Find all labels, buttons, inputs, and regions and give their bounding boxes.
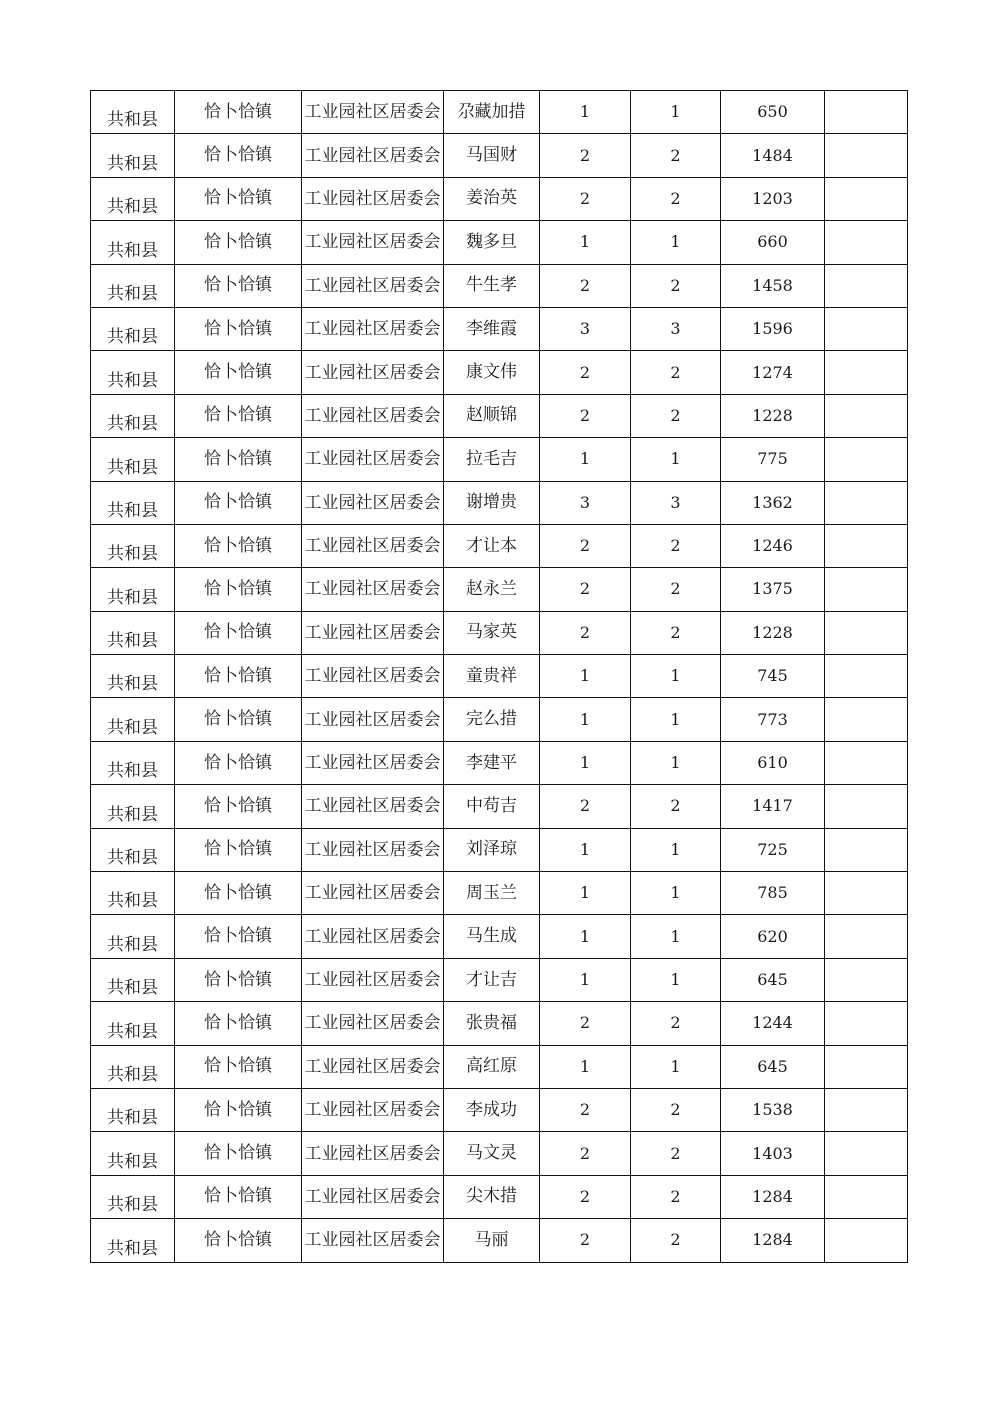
committee-cell: 工业园社区居委会 [302, 351, 444, 394]
town-cell: 恰卜恰镇 [175, 872, 302, 915]
committee-cell: 工业园社区居委会 [302, 568, 444, 611]
remark-cell [825, 611, 908, 654]
table-row [91, 524, 908, 567]
amount-cell: 645 [721, 958, 825, 1001]
covered-persons-cell: 3 [631, 481, 721, 524]
amount-cell: 1538 [721, 1088, 825, 1131]
amount-cell: 745 [721, 655, 825, 698]
amount-cell: 1484 [721, 134, 825, 177]
covered-persons-cell: 2 [631, 611, 721, 654]
town-cell: 恰卜恰镇 [175, 1002, 302, 1045]
name-cell: 完么措 [444, 698, 540, 741]
household-size-cell: 2 [540, 394, 631, 437]
table-row [91, 134, 908, 177]
committee-cell: 工业园社区居委会 [302, 698, 444, 741]
table-row [91, 1045, 908, 1088]
amount-cell: 1228 [721, 394, 825, 437]
table-row [91, 611, 908, 654]
committee-cell: 工业园社区居委会 [302, 1088, 444, 1131]
covered-persons-cell: 1 [631, 872, 721, 915]
county-cell: 共和县 [91, 264, 175, 307]
household-size-cell: 2 [540, 351, 631, 394]
covered-persons-cell: 1 [631, 828, 721, 871]
covered-persons-cell: 2 [631, 177, 721, 220]
amount-cell: 650 [721, 91, 825, 134]
amount-cell: 1417 [721, 785, 825, 828]
table-row [91, 91, 908, 134]
table-row [91, 655, 908, 698]
table-row [91, 264, 908, 307]
household-size-cell: 2 [540, 264, 631, 307]
household-size-cell: 2 [540, 524, 631, 567]
committee-cell: 工业园社区居委会 [302, 1175, 444, 1218]
household-size-cell: 1 [540, 91, 631, 134]
remark-cell [825, 655, 908, 698]
table-row [91, 1132, 908, 1175]
amount-cell: 1362 [721, 481, 825, 524]
amount-cell: 725 [721, 828, 825, 871]
covered-persons-cell: 1 [631, 438, 721, 481]
name-cell: 李成功 [444, 1088, 540, 1131]
town-cell: 恰卜恰镇 [175, 611, 302, 654]
county-cell: 共和县 [91, 1002, 175, 1045]
town-cell: 恰卜恰镇 [175, 741, 302, 784]
table-row [91, 568, 908, 611]
covered-persons-cell: 2 [631, 1002, 721, 1045]
remark-cell [825, 872, 908, 915]
committee-cell: 工业园社区居委会 [302, 872, 444, 915]
name-cell: 马丽 [444, 1219, 540, 1262]
remark-cell [825, 785, 908, 828]
name-cell: 马国财 [444, 134, 540, 177]
name-cell: 赵顺锦 [444, 394, 540, 437]
household-size-cell: 3 [540, 481, 631, 524]
remark-cell [825, 741, 908, 784]
county-cell: 共和县 [91, 872, 175, 915]
remark-cell [825, 1002, 908, 1045]
covered-persons-cell: 2 [631, 1088, 721, 1131]
table-row [91, 438, 908, 481]
committee-cell: 工业园社区居委会 [302, 655, 444, 698]
committee-cell: 工业园社区居委会 [302, 958, 444, 1001]
county-cell: 共和县 [91, 915, 175, 958]
household-size-cell: 1 [540, 872, 631, 915]
household-size-cell: 2 [540, 785, 631, 828]
county-cell: 共和县 [91, 828, 175, 871]
covered-persons-cell: 1 [631, 698, 721, 741]
committee-cell: 工业园社区居委会 [302, 307, 444, 350]
town-cell: 恰卜恰镇 [175, 1045, 302, 1088]
town-cell: 恰卜恰镇 [175, 221, 302, 264]
county-cell: 共和县 [91, 1175, 175, 1218]
table-row [91, 785, 908, 828]
committee-cell: 工业园社区居委会 [302, 481, 444, 524]
name-cell: 谢增贵 [444, 481, 540, 524]
amount-cell: 1244 [721, 1002, 825, 1045]
amount-cell: 775 [721, 438, 825, 481]
table-row [91, 698, 908, 741]
remark-cell [825, 1045, 908, 1088]
name-cell: 张贵福 [444, 1002, 540, 1045]
household-size-cell: 2 [540, 1175, 631, 1218]
town-cell: 恰卜恰镇 [175, 264, 302, 307]
amount-cell: 1284 [721, 1219, 825, 1262]
household-size-cell: 2 [540, 1002, 631, 1045]
covered-persons-cell: 2 [631, 785, 721, 828]
county-cell: 共和县 [91, 134, 175, 177]
committee-cell: 工业园社区居委会 [302, 134, 444, 177]
county-cell: 共和县 [91, 351, 175, 394]
covered-persons-cell: 2 [631, 1175, 721, 1218]
town-cell: 恰卜恰镇 [175, 481, 302, 524]
covered-persons-cell: 1 [631, 958, 721, 1001]
name-cell: 中苟吉 [444, 785, 540, 828]
table-row [91, 394, 908, 437]
name-cell: 马生成 [444, 915, 540, 958]
covered-persons-cell: 2 [631, 134, 721, 177]
table-row [91, 1088, 908, 1131]
county-cell: 共和县 [91, 655, 175, 698]
committee-cell: 工业园社区居委会 [302, 1002, 444, 1045]
amount-cell: 1458 [721, 264, 825, 307]
town-cell: 恰卜恰镇 [175, 1219, 302, 1262]
amount-cell: 1203 [721, 177, 825, 220]
town-cell: 恰卜恰镇 [175, 915, 302, 958]
county-cell: 共和县 [91, 394, 175, 437]
table-row [91, 1175, 908, 1218]
committee-cell: 工业园社区居委会 [302, 394, 444, 437]
covered-persons-cell: 2 [631, 524, 721, 567]
name-cell: 尕藏加措 [444, 91, 540, 134]
amount-cell: 1284 [721, 1175, 825, 1218]
covered-persons-cell: 2 [631, 1132, 721, 1175]
county-cell: 共和县 [91, 177, 175, 220]
table-row [91, 1219, 908, 1262]
county-cell: 共和县 [91, 307, 175, 350]
county-cell: 共和县 [91, 741, 175, 784]
household-size-cell: 1 [540, 958, 631, 1001]
remark-cell [825, 394, 908, 437]
remark-cell [825, 524, 908, 567]
remark-cell [825, 1175, 908, 1218]
committee-cell: 工业园社区居委会 [302, 524, 444, 567]
name-cell: 魏多旦 [444, 221, 540, 264]
amount-cell: 1228 [721, 611, 825, 654]
name-cell: 李维霞 [444, 307, 540, 350]
household-size-cell: 1 [540, 221, 631, 264]
table-row [91, 177, 908, 220]
amount-cell: 1246 [721, 524, 825, 567]
table-row [91, 481, 908, 524]
committee-cell: 工业园社区居委会 [302, 221, 444, 264]
table-row [91, 221, 908, 264]
name-cell: 拉毛吉 [444, 438, 540, 481]
remark-cell [825, 1219, 908, 1262]
amount-cell: 1596 [721, 307, 825, 350]
county-cell: 共和县 [91, 1132, 175, 1175]
remark-cell [825, 438, 908, 481]
town-cell: 恰卜恰镇 [175, 568, 302, 611]
roster-body [91, 91, 908, 1263]
remark-cell [825, 177, 908, 220]
remark-cell [825, 828, 908, 871]
household-size-cell: 2 [540, 1132, 631, 1175]
committee-cell: 工业园社区居委会 [302, 785, 444, 828]
covered-persons-cell: 3 [631, 307, 721, 350]
county-cell: 共和县 [91, 221, 175, 264]
county-cell: 共和县 [91, 568, 175, 611]
household-size-cell: 1 [540, 1045, 631, 1088]
committee-cell: 工业园社区居委会 [302, 91, 444, 134]
town-cell: 恰卜恰镇 [175, 438, 302, 481]
committee-cell: 工业园社区居委会 [302, 264, 444, 307]
county-cell: 共和县 [91, 611, 175, 654]
covered-persons-cell: 1 [631, 655, 721, 698]
amount-cell: 1403 [721, 1132, 825, 1175]
amount-cell: 645 [721, 1045, 825, 1088]
household-size-cell: 1 [540, 915, 631, 958]
town-cell: 恰卜恰镇 [175, 958, 302, 1001]
name-cell: 尖木措 [444, 1175, 540, 1218]
table-row [91, 741, 908, 784]
household-size-cell: 3 [540, 307, 631, 350]
committee-cell: 工业园社区居委会 [302, 828, 444, 871]
covered-persons-cell: 2 [631, 1219, 721, 1262]
covered-persons-cell: 1 [631, 915, 721, 958]
name-cell: 牛生孝 [444, 264, 540, 307]
town-cell: 恰卜恰镇 [175, 394, 302, 437]
county-cell: 共和县 [91, 1088, 175, 1131]
name-cell: 李建平 [444, 741, 540, 784]
town-cell: 恰卜恰镇 [175, 655, 302, 698]
town-cell: 恰卜恰镇 [175, 351, 302, 394]
county-cell: 共和县 [91, 91, 175, 134]
household-size-cell: 1 [540, 698, 631, 741]
household-size-cell: 1 [540, 741, 631, 784]
remark-cell [825, 1088, 908, 1131]
household-size-cell: 2 [540, 1088, 631, 1131]
town-cell: 恰卜恰镇 [175, 828, 302, 871]
name-cell: 高红原 [444, 1045, 540, 1088]
remark-cell [825, 481, 908, 524]
household-size-cell: 1 [540, 655, 631, 698]
amount-cell: 660 [721, 221, 825, 264]
committee-cell: 工业园社区居委会 [302, 1045, 444, 1088]
town-cell: 恰卜恰镇 [175, 1175, 302, 1218]
county-cell: 共和县 [91, 698, 175, 741]
remark-cell [825, 221, 908, 264]
remark-cell [825, 134, 908, 177]
name-cell: 周玉兰 [444, 872, 540, 915]
town-cell: 恰卜恰镇 [175, 698, 302, 741]
committee-cell: 工业园社区居委会 [302, 915, 444, 958]
county-cell: 共和县 [91, 524, 175, 567]
household-size-cell: 2 [540, 568, 631, 611]
covered-persons-cell: 1 [631, 741, 721, 784]
covered-persons-cell: 1 [631, 221, 721, 264]
name-cell: 童贵祥 [444, 655, 540, 698]
amount-cell: 1375 [721, 568, 825, 611]
county-cell: 共和县 [91, 958, 175, 1001]
town-cell: 恰卜恰镇 [175, 785, 302, 828]
covered-persons-cell: 2 [631, 568, 721, 611]
table-row [91, 958, 908, 1001]
remark-cell [825, 307, 908, 350]
table-row [91, 828, 908, 871]
amount-cell: 773 [721, 698, 825, 741]
table-row [91, 915, 908, 958]
name-cell: 才让本 [444, 524, 540, 567]
amount-cell: 1274 [721, 351, 825, 394]
town-cell: 恰卜恰镇 [175, 91, 302, 134]
county-cell: 共和县 [91, 1219, 175, 1262]
county-cell: 共和县 [91, 785, 175, 828]
household-size-cell: 2 [540, 134, 631, 177]
name-cell: 马文灵 [444, 1132, 540, 1175]
household-size-cell: 2 [540, 1219, 631, 1262]
committee-cell: 工业园社区居委会 [302, 1132, 444, 1175]
household-size-cell: 2 [540, 177, 631, 220]
household-size-cell: 2 [540, 611, 631, 654]
table-row [91, 872, 908, 915]
amount-cell: 785 [721, 872, 825, 915]
amount-cell: 610 [721, 741, 825, 784]
name-cell: 刘泽琼 [444, 828, 540, 871]
table-row [91, 351, 908, 394]
committee-cell: 工业园社区居委会 [302, 611, 444, 654]
subsidy-roster-table [90, 90, 908, 1263]
town-cell: 恰卜恰镇 [175, 307, 302, 350]
remark-cell [825, 915, 908, 958]
household-size-cell: 1 [540, 828, 631, 871]
remark-cell [825, 1132, 908, 1175]
town-cell: 恰卜恰镇 [175, 524, 302, 567]
town-cell: 恰卜恰镇 [175, 1132, 302, 1175]
committee-cell: 工业园社区居委会 [302, 741, 444, 784]
town-cell: 恰卜恰镇 [175, 134, 302, 177]
committee-cell: 工业园社区居委会 [302, 177, 444, 220]
remark-cell [825, 958, 908, 1001]
covered-persons-cell: 1 [631, 1045, 721, 1088]
covered-persons-cell: 2 [631, 264, 721, 307]
remark-cell [825, 351, 908, 394]
table-row [91, 1002, 908, 1045]
remark-cell [825, 568, 908, 611]
table-row [91, 307, 908, 350]
remark-cell [825, 264, 908, 307]
covered-persons-cell: 2 [631, 394, 721, 437]
county-cell: 共和县 [91, 481, 175, 524]
name-cell: 姜治英 [444, 177, 540, 220]
committee-cell: 工业园社区居委会 [302, 438, 444, 481]
covered-persons-cell: 1 [631, 91, 721, 134]
name-cell: 赵永兰 [444, 568, 540, 611]
household-size-cell: 1 [540, 438, 631, 481]
remark-cell [825, 91, 908, 134]
town-cell: 恰卜恰镇 [175, 177, 302, 220]
county-cell: 共和县 [91, 438, 175, 481]
committee-cell: 工业园社区居委会 [302, 1219, 444, 1262]
county-cell: 共和县 [91, 1045, 175, 1088]
name-cell: 才让吉 [444, 958, 540, 1001]
amount-cell: 620 [721, 915, 825, 958]
name-cell: 康文伟 [444, 351, 540, 394]
town-cell: 恰卜恰镇 [175, 1088, 302, 1131]
covered-persons-cell: 2 [631, 351, 721, 394]
remark-cell [825, 698, 908, 741]
name-cell: 马家英 [444, 611, 540, 654]
